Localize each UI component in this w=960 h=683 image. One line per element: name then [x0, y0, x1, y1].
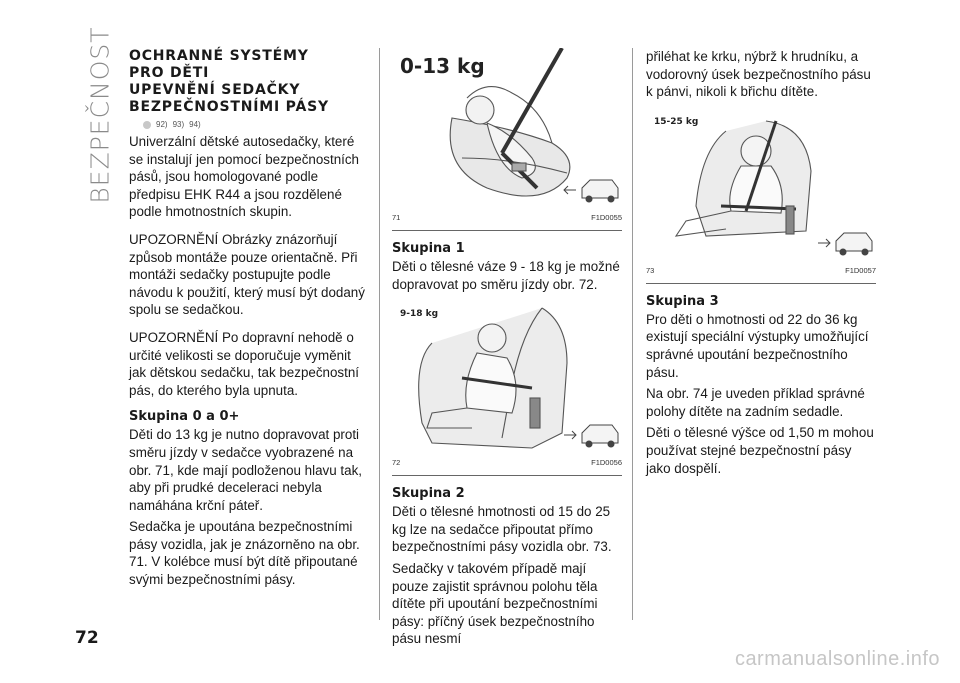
figure-label: 15-25 kg	[654, 116, 699, 127]
car-icon	[818, 233, 872, 255]
paragraph: Na obr. 74 je uveden příklad správné polohy dítěte na zadním sedadle.	[646, 386, 865, 419]
paragraph: Děti o tělesné výšce od 1,50 m mohou používat stejné bezpečnostní pásy jako dospělí.	[646, 425, 874, 476]
subheading: Skupina 1	[392, 241, 465, 256]
figure-71	[392, 48, 622, 231]
column-divider	[632, 48, 633, 620]
footnote-ref: 92)	[156, 120, 168, 129]
car-icon	[564, 425, 618, 447]
car-icon	[564, 180, 618, 202]
forward-facing-seat-illustration	[392, 303, 622, 453]
infant-carrier-illustration	[392, 48, 622, 208]
column-divider	[379, 48, 380, 620]
subheading: Skupina 3	[646, 293, 719, 309]
figure-number: 71	[392, 213, 401, 222]
footnote-ref: 93)	[172, 120, 185, 129]
heading-line: PRO DĚTI	[129, 65, 210, 81]
column-2	[392, 48, 622, 658]
heading-line: BEZPEČNOSTNÍMI PÁSY	[129, 99, 329, 115]
figure-code: F1D0057	[845, 265, 876, 275]
paragraph: Sedačky v takovém případě mají pouze zajistit správnou polohu těla dítěte při upoutání bezpečnostními pásy: příčný úsek bezpečnostního pásu nesmí	[392, 560, 598, 647]
paragraph: Pro děti o hmotnosti od 22 do 36 kg existují speciální výstupky umožňující správné upoutání bezpečnostního pásu.	[646, 311, 869, 380]
watermark: carmanualsonline.info	[734, 648, 940, 670]
paragraph: Děti o tělesné váze 9 - 18 kg je možné dopravovat po směru jízdy obr. 72.	[392, 259, 620, 292]
paragraph: UPOZORNĚNÍ Po dopravní nehodě o určité velikosti se doporučuje vyměnit jak dětskou sedačku, tak bezpečnostní pás, do kterého byla upnuta.	[129, 329, 360, 398]
paragraph: UPOZORNĚNÍ Obrázky znázorňují způsob montáže pouze orientačně. Při montáži sedačky postupujte podle návodu k použití, který musí být dodaný spolu se sedačkou.	[129, 231, 365, 318]
column-3	[646, 48, 876, 487]
warning-icon	[143, 121, 151, 129]
footnote-ref: 94)	[189, 120, 201, 129]
figure-label: 0-13 kg	[400, 54, 485, 78]
subheading: Skupina 2	[392, 486, 465, 502]
footnote-refs	[143, 120, 369, 129]
paragraph: Univerzální dětské autosedačky, které se instalují jen pomocí bezpečnostních pásů, jsou homologované podle předpisu EHK R44 a jsou rozdělené podle hmotnostních skupin.	[129, 134, 360, 220]
figure-number: 73	[646, 265, 655, 275]
paragraph: Děti do 13 kg je nutno dopravovat proti směru jízdy v sedačce vyobrazené na obr. 71, kde mají podloženou hlavu tak, aby při prudké deceleraci nebyla namáhána krční páteř.	[129, 427, 363, 513]
figure-72	[392, 303, 622, 476]
subheading: Skupina 0 a 0+	[129, 409, 240, 425]
booster-seat-illustration	[646, 111, 876, 261]
heading-line: OCHRANNÉ SYSTÉMY	[129, 48, 309, 64]
paragraph: přiléhat ke krku, nýbrž k hrudníku, a vodorovný úsek bezpečnostního pásu k pánvi, nikoli k břichu dítěte.	[646, 49, 871, 100]
figure-number: 72	[392, 458, 401, 468]
figure-code: F1D0056	[591, 458, 622, 468]
figure-73	[646, 111, 876, 284]
paragraph: Sedačka je upoutána bezpečnostními pásy vozidla, jak je znázorněno na obr. 71. V kolébce musí být dítě připoutané svými bezpečnostními pásy.	[129, 519, 360, 588]
column-1	[129, 48, 369, 599]
paragraph: Děti o tělesné hmotnosti od 15 do 25 kg lze na sedačce připoutat přímo bezpečnostními pásy vozidla obr. 73.	[392, 504, 612, 555]
figure-label: 9-18 kg	[400, 309, 439, 320]
page-number: 72	[75, 628, 99, 648]
figure-code: F1D0055	[591, 213, 622, 222]
side-section-title: BEZPEČNOST	[85, 26, 115, 204]
heading-line: UPEVNĚNÍ SEDAČKY	[129, 82, 301, 98]
section-heading	[129, 48, 369, 116]
